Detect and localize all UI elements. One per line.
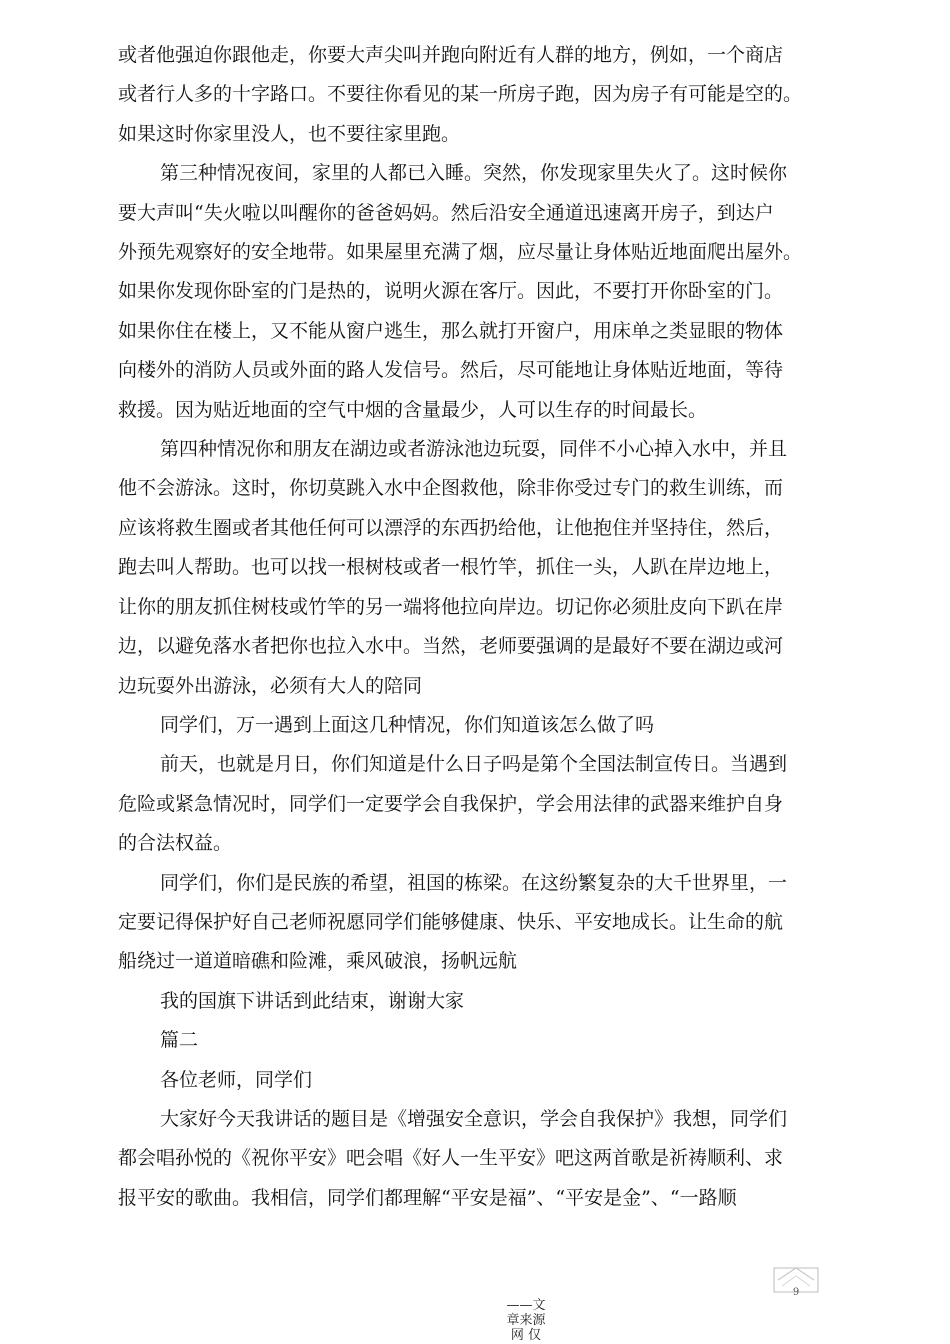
text-line: 边玩耍外出游泳，必须有大人的陪同 <box>118 674 423 697</box>
text-line: 都会唱孙悦的《祝你平安》吧会唱《好人一生平安》吧这两首歌是祈祷顺利、求 <box>118 1147 784 1170</box>
text-line: 前天，也就是月日，你们知道是什么日子吗是第个全国法制宣传日。当遇到 <box>160 753 788 776</box>
text-line: 定要记得保护好自己老师祝愿同学们能够健康、快乐、平安地成长。让生命的航 <box>118 910 784 933</box>
text-line: 应该将救生圈或者其他任何可以漂浮的东西扔给他，让他抱住并坚持住，然后， <box>118 516 784 539</box>
footer-line: 章来源 <box>506 1313 546 1328</box>
text-line: 向楼外的消防人员或外面的路人发信号。然后，尽可能地让身体贴近地面，等待 <box>118 359 784 382</box>
text-line: 边，以避免落水者把你也拉入水中。当然，老师要强调的是最好不要在湖边或河 <box>118 635 784 658</box>
text-line: 让你的朋友抓住树枝或竹竿的另一端将他拉向岸边。切记你必须肚皮向下趴在岸 <box>118 595 784 618</box>
text-line: 的合法权益。 <box>118 832 233 855</box>
text-line: 如果你住在楼上，又不能从窗户逃生，那么就打开窗户，用床单之类显眼的物体 <box>118 319 784 342</box>
text-line: 跑去叫人帮助。也可以找一根树枝或者一根竹竿，抓住一头，人趴在岸边地上， <box>118 556 784 579</box>
text-line: 同学们，你们是民族的希望，祖国的栋梁。在这纷繁复杂的大千世界里，一 <box>160 871 788 894</box>
document-body <box>118 36 858 1218</box>
page-number: 9 <box>792 1287 800 1296</box>
text-line: 救援。因为贴近地面的空气中烟的含量最少，人可以生存的时间最长。 <box>118 398 708 421</box>
page-number-emblem <box>770 1262 822 1296</box>
text-line: 他不会游泳。这时，你切莫跳入水中企图救他，除非你受过专门的救生训练，而 <box>118 477 784 500</box>
text-line: 同学们，万一遇到上面这几种情况，你们知道该怎么做了吗 <box>160 713 655 736</box>
text-line: 篇二 <box>160 1029 199 1052</box>
text-line: 外预先观察好的安全地带。如果屋里充满了烟，应尽量让身体贴近地面爬出屋外。 <box>118 241 803 264</box>
text-line: 第四种情况你和朋友在湖边或者游泳池边玩耍，同伴不小心掉入水中，并且 <box>160 438 788 461</box>
text-line: 如果这时你家里没人，也不要往家里跑。 <box>118 122 461 145</box>
footer-line: 网 仅 <box>510 1328 542 1343</box>
footer-note <box>500 1298 552 1344</box>
text-line: 我的国旗下讲话到此结束，谢谢大家 <box>160 989 465 1012</box>
text-line: 船绕过一道道暗礁和险滩，乘风破浪，扬帆远航 <box>118 950 518 973</box>
text-line: 危险或紧急情况时，同学们一定要学会自我保护，学会用法律的武器来维护自身 <box>118 792 784 815</box>
text-line: 要大声叫“失火啦以叫醒你的爸爸妈妈。然后沿安全通道迅速离开房子，到达户 <box>118 201 774 224</box>
text-line: 报平安的歌曲。我相信，同学们都理解“平安是福”、“平安是金”、“一路顺 <box>118 1186 737 1209</box>
text-line: 或者行人多的十字路口。不要往你看见的某一所房子跑，因为房子有可能是空的。 <box>118 83 803 106</box>
text-line: 各位老师，同学们 <box>160 1068 313 1091</box>
text-line: 第三种情况夜间，家里的人都已入睡。突然，你发现家里失火了。这时候你 <box>160 162 788 185</box>
text-line: 如果你发现你卧室的门是热的，说明火源在客厅。因此，不要打开你卧室的门。 <box>118 280 784 303</box>
text-line: 或者他强迫你跟他走，你要大声尖叫并跑向附近有人群的地方，例如，一个商店 <box>118 44 784 66</box>
text-line: 大家好今天我讲话的题目是《增强安全意识，学会自我保护》我想，同学们 <box>160 1107 788 1130</box>
footer-line: ——文 <box>506 1298 546 1313</box>
